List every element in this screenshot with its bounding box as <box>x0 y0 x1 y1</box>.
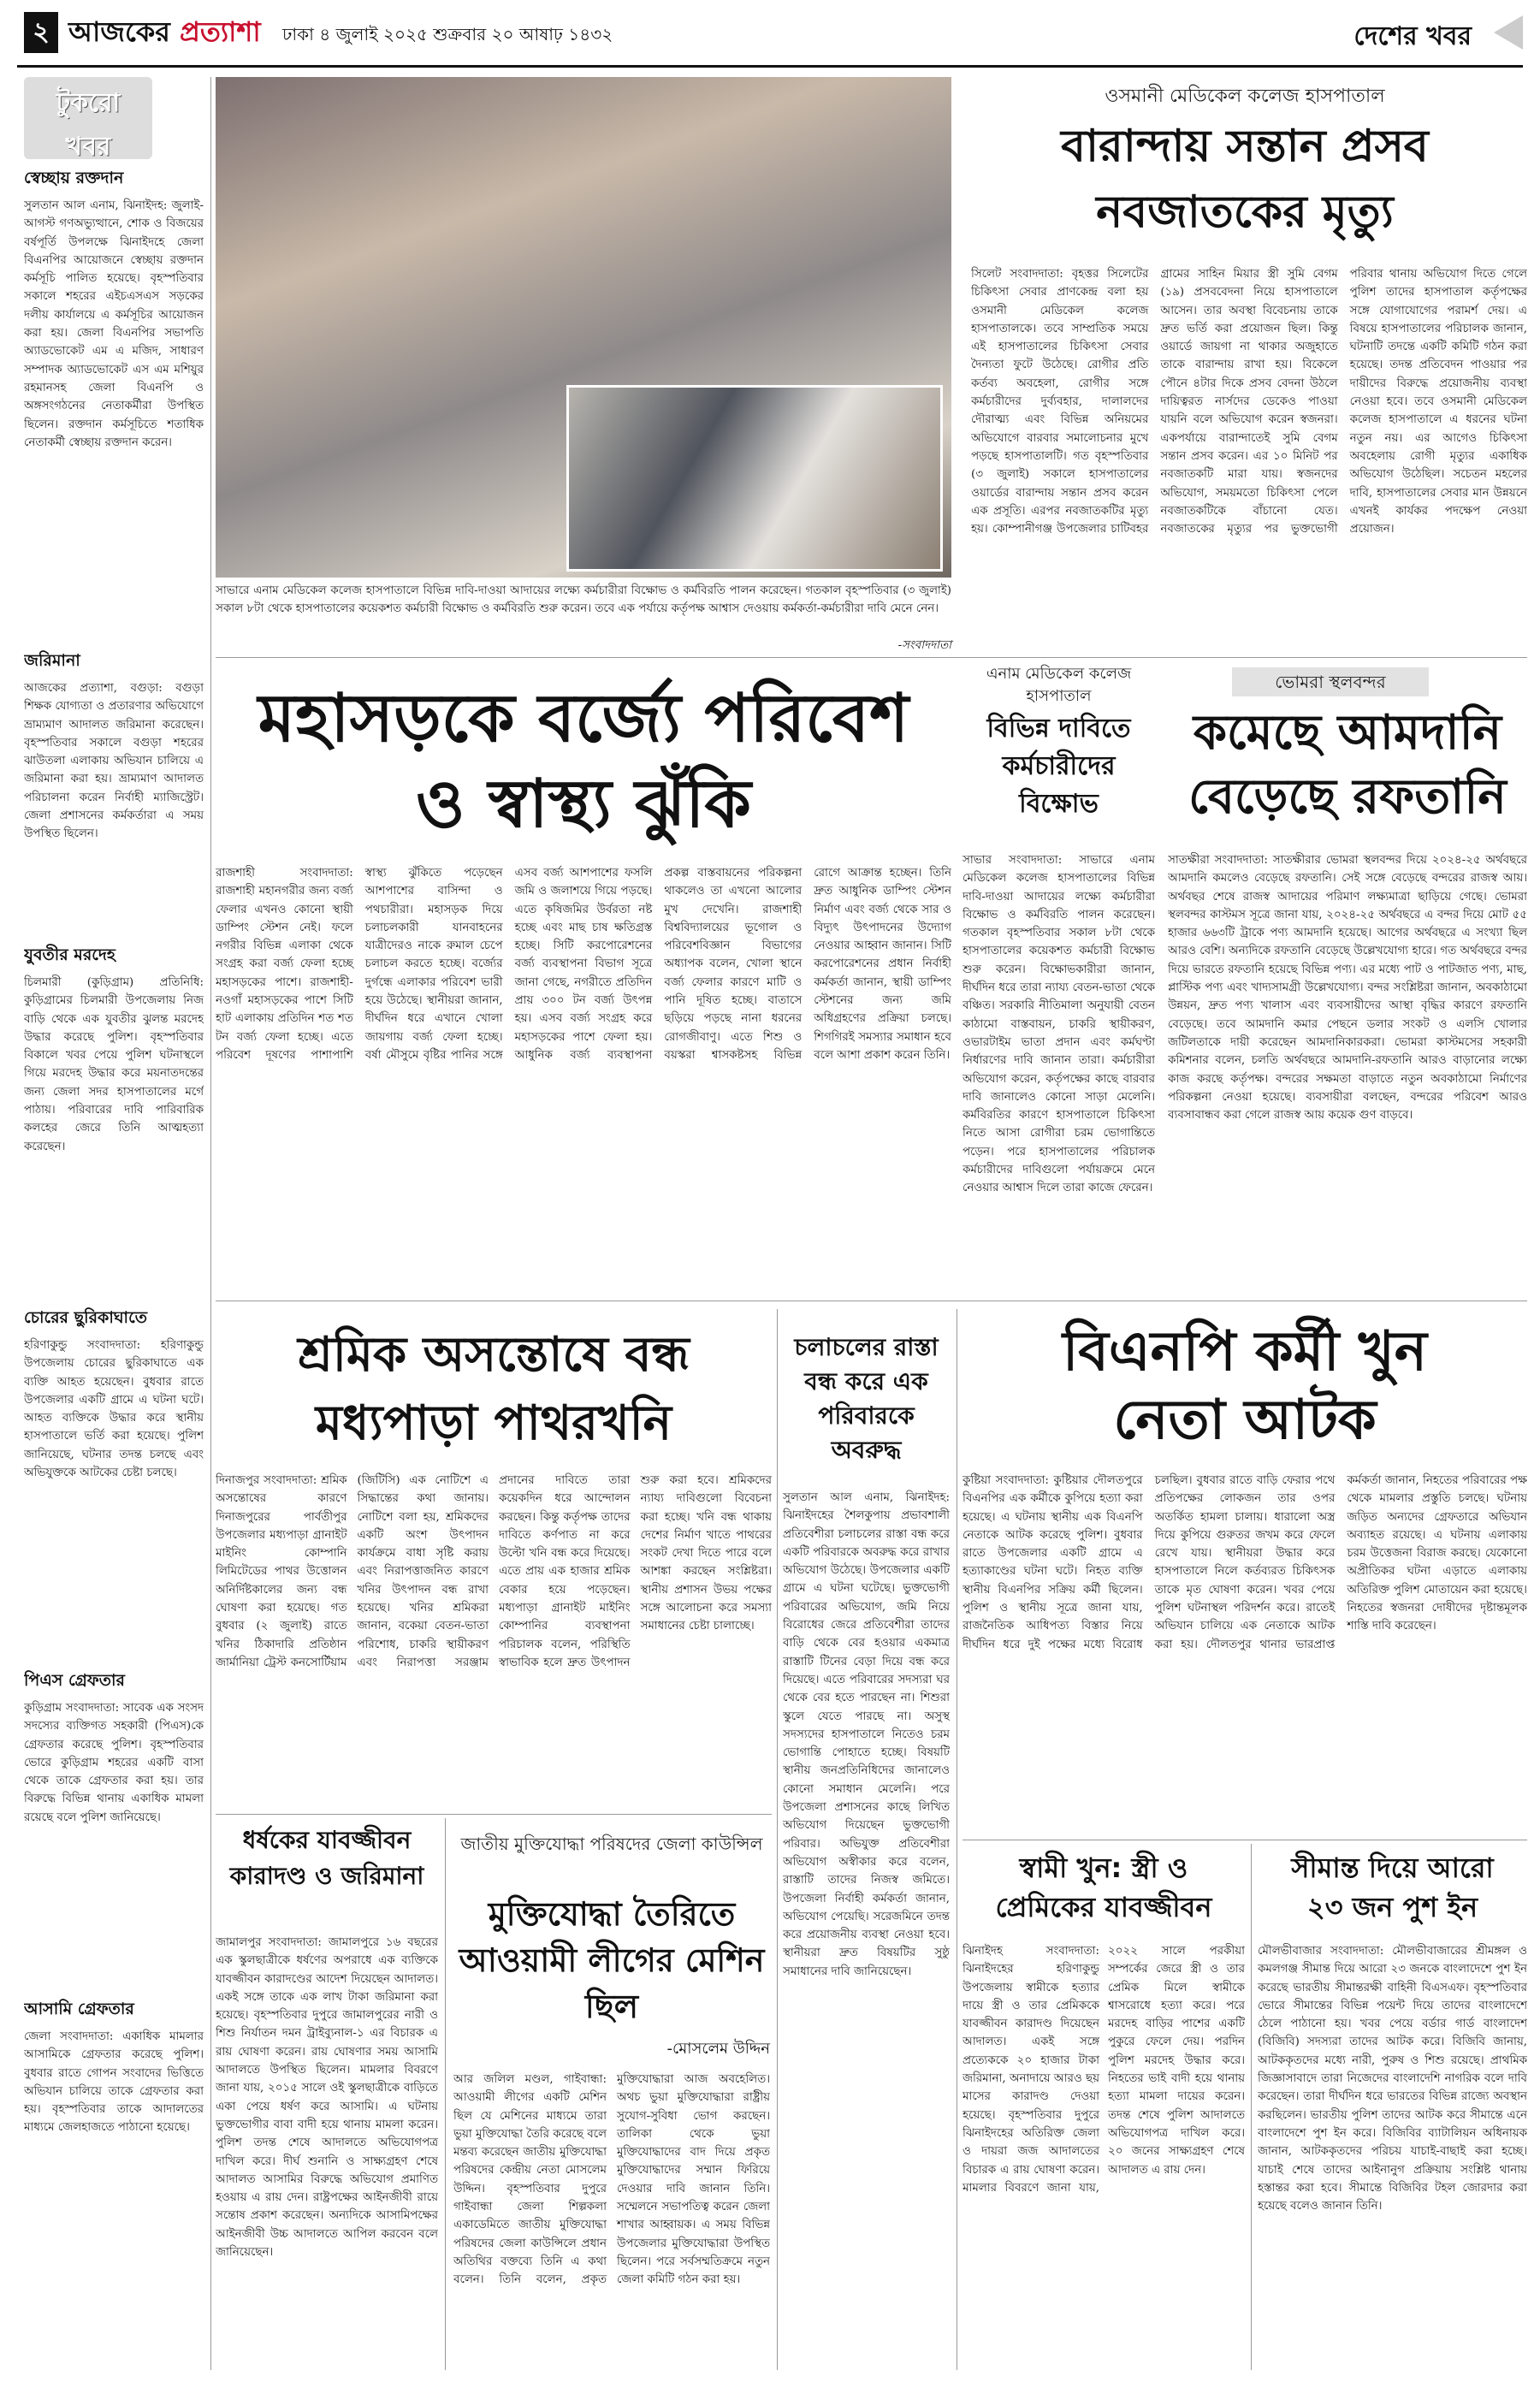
cholachol-title: চলাচলের রাস্তা বন্ধ করে এক পরিবারকে অবরুদ্ধ <box>794 1333 939 1464</box>
swami-body: ঝিনাইদহ সংবাদদাতা: ঝিনাইদহের হরিণাকুন্ডু উপজেলায় স্বামীকে হত্যার দায়ে স্ত্রী ও তার প্রেমিককে যাবজ্জীবন কারাদণ্ড দিয়েছেন আদালত। একই সঙ্গে প্রত্যেককে ২০ হাজার টাকা জরিমানা, অনাদায়ে আরও ছয় মাসের কারাদণ্ড দেওয়া হয়েছে। বৃহস্পতিবার দুপুরে ঝিনাইদহের অতিরিক্ত জেলা ও দায়রা জজ আদালতের বিচারক এ রায় ঘোষণা করেন। মামলার বিবরণে জানা যায়, ২০২২ সালে পরকীয়া সম্পর্কের জেরে স্ত্রী ও তার প্রেমিক মিলে স্বামীকে শ্বাসরোধে হত্যা করে। পরে মরদেহ বাড়ির পাশের একটি পুকুরে ফেলে দেয়। পরদিন পুলিশ মরদেহ উদ্ধার করে। নিহতের ভাই বাদী হয়ে থানায় হত্যা মামলা দায়ের করেন। তদন্ত শেষে পুলিশ আদালতে অভিযোগপত্র দাখিল করে। ২০ জনের সাক্ষ্যগ্রহণ শেষে আদালত এ রায় দেন। <box>962 1945 1245 2195</box>
mahasarak-body: রাজশাহী সংবাদদাতা: রাজশাহী মহানগরীর জন্য বর্জ্য ফেলার এখনও কোনো স্থায়ী ডাম্পিং স্টেশন নেই। ফলে নগরীর বিভিন্ন এলাকা থেকে সংগ্রহ করা বর্জ্য ফেলা হচ্ছে মহাসড়কের পাশে। রাজশাহী-নওগাঁ মহাসড়কের পাশে সিটি হাট এলাকায় প্রতিদিন শত শত টন বর্জ্য ফেলা হচ্ছে। এতে পরিবেশ দূষণের পাশাপাশি স্বাস্থ্য ঝুঁকিতে পড়েছেন আশপাশের বাসিন্দা ও পথচারীরা। মহাসড়ক দিয়ে চলাচলকারী যানবাহনের যাত্রীদেরও নাকে রুমাল চেপে চলাচল করতে হচ্ছে। বর্জ্যের দুর্গন্ধে এলাকার পরিবেশ ভারী হয়ে উঠেছে। স্থানীয়রা জানান, দীর্ঘদিন ধরে এখানে খোলা জায়গায় বর্জ্য ফেলা হচ্ছে। বর্ষা মৌসুমে বৃষ্টির পানির সঙ্গে এসব বর্জ্য আশপাশের ফসলি জমি ও জলাশয়ে গিয়ে পড়ছে। এতে কৃষিজমির উর্বরতা নষ্ট হচ্ছে এবং মাছ চাষ ক্ষতিগ্রস্ত হচ্ছে। সিটি করপোরেশনের বর্জ্য ব্যবস্থাপনা বিভাগ সূত্রে জানা গেছে, নগরীতে প্রতিদিন প্রায় ৩০০ টন বর্জ্য উৎপন্ন হয়। এসব বর্জ্য সংগ্রহ করে মহাসড়কের পাশে ফেলা হয়। আধুনিক বর্জ্য ব্যবস্থাপনা প্রকল্প বাস্তবায়নের পরিকল্পনা থাকলেও তা এখনো আলোর মুখ দেখেনি। রাজশাহী বিশ্ববিদ্যালয়ের ভূগোল ও পরিবেশবিজ্ঞান বিভাগের অধ্যাপক বলেন, খোলা স্থানে বর্জ্য ফেলার কারণে মাটি ও পানি দূষিত হচ্ছে। বাতাসে ছড়িয়ে পড়ছে নানা ধরনের রোগজীবাণু। এতে শিশু ও বয়স্করা শ্বাসকষ্টসহ বিভিন্ন রোগে আক্রান্ত হচ্ছেন। তিনি দ্রুত আধুনিক ডাম্পিং স্টেশন নির্মাণ এবং বর্জ্য থেকে সার ও বিদ্যুৎ উৎপাদনের উদ্যোগ নেওয়ার আহ্বান জানান। সিটি করপোরেশনের প্রধান নির্বাহী কর্মকর্তা জানান, স্থায়ী ডাম্পিং স্টেশনের জন্য জমি অধিগ্রহণের প্রক্রিয়া চলছে। শিগগিরই সমস্যার সমাধান হবে বলে আশা প্রকাশ করেন তিনি। <box>216 867 951 1062</box>
dharshak-body: জামালপুর সংবাদদাতা: জামালপুরে ১৬ বছরের এক স্কুলছাত্রীকে ধর্ষণের অপরাধে এক ব্যক্তিকে যাবজ্জীবন কারাদণ্ডের আদেশ দিয়েছেন আদালত। একই সঙ্গে তাকে এক লাখ টাকা জরিমানা করা হয়েছে। বৃহস্পতিবার দুপুরে জামালপুরের নারী ও শিশু নির্যাতন দমন ট্রাইব্যুনাল-১ এর বিচারক এ রায় ঘোষণা করেন। রায় ঘোষণার সময় আসামি আদালতে উপস্থিত ছিলেন। মামলার বিবরণে জানা যায়, ২০১৫ সালে ওই স্কুলছাত্রীকে বাড়িতে একা পেয়ে ধর্ষণ করে আসামি। এ ঘটনায় ভুক্তভোগীর বাবা বাদী হয়ে থানায় মামলা করেন। পুলিশ তদন্ত শেষে আদালতে অভিযোগপত্র দাখিল করে। দীর্ঘ শুনানি ও সাক্ষ্যগ্রহণ শেষে আদালত আসামির বিরুদ্ধে অভিযোগ প্রমাণিত হওয়ায় এ রায় দেন। রাষ্ট্রপক্ষের আইনজীবী রায়ে সন্তোষ প্রকাশ করেছেন। অন্যদিকে আসামিপক্ষের আইনজীবী উচ্চ আদালতে আপিল করবেন বলে জানিয়েছেন। <box>216 1936 438 2260</box>
newspaper-name-b: প্রত্যাশা <box>179 15 261 48</box>
column-divider <box>445 1818 446 2370</box>
brief-heading: আসামি গ্রেফতার <box>24 2000 134 2018</box>
mahasarak-title-2: ও স্বাস্থ্য ঝুঁকি <box>416 766 751 843</box>
brief-heading: চোরের ছুরিকাঘাতে <box>24 1308 147 1327</box>
brief-text: কুড়িগ্রাম সংবাদদাতা: সাবেক এক সংসদ সদস্যের ব্যক্তিগত সহকারী (পিএস)কে গ্রেফতার করেছে পুলিশ। বৃহস্পতিবার ভোরে কুড়িগ্রাম শহরের একটি বাসা থেকে তাকে গ্রেফতার করা হয়। তার বিরুদ্ধে বিভিন্ন থানায় একাধিক মামলা রয়েছে বলে পুলিশ জানিয়েছে। <box>24 1702 204 1824</box>
brief-heading: স্বেচ্ছায় রক্তদান <box>24 169 124 187</box>
issue-date: ঢাকা ৪ জুলাই ২০২৫ শুক্রবার ২০ আষাঢ় ১৪৩২ <box>282 24 613 44</box>
bnp-body: কুষ্টিয়া সংবাদদাতা: কুষ্টিয়ার দৌলতপুরে বিএনপির এক কর্মীকে কুপিয়ে হত্যা করা হয়েছে। এ ঘটনায় স্থানীয় এক বিএনপি নেতাকে আটক করেছে পুলিশ। বুধবার রাতে উপজেলার একটি গ্রামে এ হত্যাকাণ্ডের ঘটনা ঘটে। নিহত ব্যক্তি স্থানীয় বিএনপির সক্রিয় কর্মী ছিলেন। পুলিশ ও স্থানীয় সূত্রে জানা যায়, রাজনৈতিক আধিপত্য বিস্তার নিয়ে দীর্ঘদিন ধরে দুই পক্ষের মধ্যে বিরোধ চলছিল। বুধবার রাতে বাড়ি ফেরার পথে প্রতিপক্ষের লোকজন তার ওপর অতর্কিত হামলা চালায়। ধারালো অস্ত্র দিয়ে কুপিয়ে গুরুতর জখম করে ফেলে রেখে যায়। স্থানীয়রা উদ্ধার করে হাসপাতালে নিলে কর্তব্যরত চিকিৎসক তাকে মৃত ঘোষণা করেন। খবর পেয়ে পুলিশ ঘটনাস্থল পরিদর্শন করে। রাতেই অভিযান চালিয়ে এক নেতাকে আটক করা হয়। দৌলতপুর থানার ভারপ্রাপ্ত কর্মকর্তা জানান, নিহতের পরিবারের পক্ষ থেকে মামলার প্রস্তুতি চলছে। ঘটনায় জড়িত অন্যদের গ্রেফতারে অভিযান অব্যাহত রয়েছে। এ ঘটনায় এলাকায় চরম উত্তেজনা বিরাজ করছে। যেকোনো অপ্রীতিকর ঘটনা এড়াতে এলাকায় অতিরিক্ত পুলিশ মোতায়েন করা হয়েছে। নিহতের স্বজনরা দোষীদের দৃষ্টান্তমূলক শাস্তি দাবি করেছেন। <box>962 1474 1527 1651</box>
dharshak-title-2: কারাদণ্ড ও জরিমানা <box>229 1862 424 1890</box>
brief-text: জেলা সংবাদদাতা: একাধিক মামলার আসামিকে গ্রেফতার করেছে পুলিশ। বুধবার রাতে গোপন সংবাদের ভিত্তিতে অভিযান চালিয়ে তাকে গ্রেফতার করা হয়। বৃহস্পতিবার তাকে আদালতের মাধ্যমে জেলহাজতে পাঠানো হয়েছে। <box>24 2030 204 2135</box>
bhomra-title-2: বেড়েছে রফতানি <box>1188 769 1507 825</box>
photo-credit: -সংবাদদাতা <box>897 639 951 652</box>
brief-text: সুলতান আল এনাম, ঝিনাইদহ: জুলাই-আগস্ট গণঅভ্যুত্থানে, শোক ও বিজয়ের বর্ষপূর্তি উপলক্ষে ঝিনাইদহে জেলা বিএনপির আয়োজনে স্বেচ্ছায় রক্তদান কর্মসূচি পালিত হয়েছে। বৃহস্পতিবার সকালে শহরের এইচএসএস সড়কের দলীয় কার্যালয়ে এ কর্মসূচির আয়োজন করা হয়। জেলা বিএনপির সভাপতি অ্যাডভোকেট এম এ মজিদ, সাধারণ সম্পাদক অ্যাডভোকেট এস এম মশিয়ুর রহমানসহ জেলা বিএনপি ও অঙ্গসংগঠনের নেতাকর্মীরা উপস্থিত ছিলেন। রক্তদান কর্মসূচিতে শতাধিক নেতাকর্মী স্বেচ্ছায় রক্তদান করেন। <box>24 199 204 449</box>
column-divider <box>777 1309 778 2370</box>
inset-photo <box>566 385 943 572</box>
mukti-body: আর জলিল মণ্ডল, গাইবান্ধা: আওয়ামী লীগের একটি মেশিন ছিল যে মেশিনের মাধ্যমে তারা ভুয়া মুক্তিযোদ্ধা তৈরি করেছে বলে মন্তব্য করেছেন জাতীয় মুক্তিযোদ্ধা পরিষদের কেন্দ্রীয় নেতা মোসলেম উদ্দিন। বৃহস্পতিবার দুপুরে গাইবান্ধা জেলা শিল্পকলা একাডেমিতে জাতীয় মুক্তিযোদ্ধা পরিষদের জেলা কাউন্সিলে প্রধান অতিথির বক্তব্যে তিনি এ কথা বলেন। তিনি বলেন, প্রকৃত মুক্তিযোদ্ধারা আজ অবহেলিত। অথচ ভুয়া মুক্তিযোদ্ধারা রাষ্ট্রীয় সুযোগ-সুবিধা ভোগ করছেন। তালিকা থেকে ভুয়া মুক্তিযোদ্ধাদের বাদ দিয়ে প্রকৃত মুক্তিযোদ্ধাদের সম্মান ফিরিয়ে দেওয়ার দাবি জানান তিনি। সম্মেলনে সভাপতিত্ব করেন জেলা শাখার আহ্বায়ক। এ সময় বিভিন্ন উপজেলার মুক্তিযোদ্ধারা উপস্থিত ছিলেন। পরে সর্বসম্মতিক্রমে নতুন জেলা কমিটি গঠন করা হয়। <box>453 2073 770 2287</box>
push-title-1: সীমান্ত দিয়ে আরো <box>1291 1852 1494 1884</box>
mukti-title: মুক্তিযোদ্ধা তৈরিতে আওয়ামী লীগের মেশিন ছিল <box>459 1895 765 2025</box>
briefs-logo-a: টুকরো <box>56 88 121 118</box>
brief-heading: জরিমানা <box>24 651 80 670</box>
osmani-kicker: ওসমানী মেডিকেল কলেজ হাসপাতাল <box>1105 86 1385 107</box>
bhomra-title-1: কমেছে আমদানি <box>1193 705 1502 761</box>
newspaper-name <box>68 10 261 56</box>
bnp-title-2: নেতা আটক <box>1113 1389 1377 1452</box>
shramik-body: দিনাজপুর সংবাদদাতা: শ্রমিক অসন্তোষের কারণে দিনাজপুরের পার্বতীপুর উপজেলার মধ্যপাড়া গ্রানাইট মাইনিং কোম্পানি লিমিটেডের পাথর উত্তোলন অনির্দিষ্টকালের জন্য বন্ধ ঘোষণা করা হয়েছে। গত বুধবার (২ জুলাই) রাতে খনির ঠিকাদারি প্রতিষ্ঠান জার্মানিয়া ট্রেস্ট কনসোর্টিয়াম (জিটিসি) এক নোটিশে এ সিদ্ধান্তের কথা জানায়। নোটিশে বলা হয়, শ্রমিকদের একটি অংশ উৎপাদন কার্যক্রমে বাধা সৃষ্টি করায় এবং নিরাপত্তাজনিত কারণে খনির উৎপাদন বন্ধ রাখা হয়েছে। খনির শ্রমিকরা জানান, বকেয়া বেতন-ভাতা পরিশোধ, চাকরি স্থায়ীকরণ এবং নিরাপত্তা সরঞ্জাম প্রদানের দাবিতে তারা কয়েকদিন ধরে আন্দোলন করছেন। কিন্তু কর্তৃপক্ষ তাদের দাবিতে কর্ণপাত না করে উল্টো খনি বন্ধ করে দিয়েছে। এতে প্রায় এক হাজার শ্রমিক বেকার হয়ে পড়েছেন। মধ্যপাড়া গ্রানাইট মাইনিং কোম্পানির ব্যবস্থাপনা পরিচালক বলেন, পরিস্থিতি স্বাভাবিক হলে দ্রুত উৎপাদন শুরু করা হবে। শ্রমিকদের ন্যায্য দাবিগুলো বিবেচনা করা হচ্ছে। খনি বন্ধ থাকায় দেশের নির্মাণ খাতে পাথরের সংকট দেখা দিতে পারে বলে আশঙ্কা করছেন সংশ্লিষ্টরা। স্থানীয় প্রশাসন উভয় পক্ষের সঙ্গে আলোচনা করে সমস্যা সমাধানের চেষ্টা চালাচ্ছে। <box>216 1474 772 1669</box>
newspaper-name-a: আজকের <box>68 15 170 48</box>
enam-body: সাভার সংবাদদাতা: সাভারে এনাম মেডিকেল কলেজ হাসপাতালের বিভিন্ন দাবি-দাওয়া আদায়ের লক্ষ্যে কর্মচারীরা বিক্ষোভ ও কর্মবিরতি পালন করেছেন। গতকাল বৃহস্পতিবার সকাল ৮টা থেকে হাসপাতালের কয়েকশত কর্মচারী বিক্ষোভ শুরু করেন। বিক্ষোভকারীরা জানান, দীর্ঘদিন ধরে তারা ন্যায্য বেতন-ভাতা থেকে বঞ্চিত। সরকারি নীতিমালা অনুযায়ী বেতন কাঠামো বাস্তবায়ন, চাকরি স্থায়ীকরণ, ওভারটাইম ভাতা প্রদান এবং কর্মঘণ্টা নির্ধারণের দাবি জানান তারা। কর্মচারীরা অভিযোগ করেন, কর্তৃপক্ষের কাছে বারবার দাবি জানালেও কোনো সাড়া মেলেনি। কর্মবিরতির কারণে হাসপাতালে চিকিৎসা নিতে আসা রোগীরা চরম ভোগান্তিতে পড়েন। পরে হাসপাতালের পরিচালক কর্মচারীদের দাবিগুলো পর্যায়ক্রমে মেনে নেওয়ার আশ্বাস দিলে তারা কাজে ফেরেন। <box>962 854 1155 1195</box>
column-divider <box>210 77 211 2370</box>
mahasarak-title-1: মহাসড়কে বর্জ্যে পরিবেশ <box>258 680 909 757</box>
briefs-logo <box>24 77 152 162</box>
mukti-quote-author: -মোসলেম উদ্দিন <box>666 2040 770 2058</box>
page-arrow-icon <box>1494 15 1523 50</box>
brief-text: চিলমারী (কুড়িগ্রাম) প্রতিনিধি: কুড়িগ্রামের চিলমারী উপজেলায় নিজ বাড়ি থেকে এক যুবতীর ঝুলন্ত মরদেহ উদ্ধার করেছে পুলিশ। বৃহস্পতিবার বিকালে খবর পেয়ে পুলিশ ঘটনাস্থলে গিয়ে মরদেহ উদ্ধার করে ময়নাতদন্তের জন্য জেলা সদর হাসপাতালের মর্গে পাঠায়। পরিবারের দাবি পারিবারিক কলহের জেরে তিনি আত্মহত্যা করেছেন। <box>24 976 204 1153</box>
swami-title-1: স্বামী খুন: স্ত্রী ও <box>1019 1852 1188 1884</box>
bnp-title-1: বিএনপি কর্মী খুন <box>1063 1320 1427 1384</box>
enam-title: বিভিন্ন দাবিতে কর্মচারীদের বিক্ষোভ <box>986 714 1131 819</box>
swami-title-2: প্রেমিকের যাবজ্জীবন <box>995 1891 1212 1923</box>
briefs-column <box>24 77 204 2370</box>
mukti-kicker: জাতীয় মুক্তিযোদ্ধা পরিষদের জেলা কাউন্সিল <box>460 1834 763 1854</box>
shramik-title-1: শ্রমিক অসন্তোষে বন্ধ <box>298 1327 690 1383</box>
dharshak-title-1: ধর্ষকের যাবজ্জীবন <box>242 1826 412 1854</box>
bhomra-body: সাতক্ষীরা সংবাদদাতা: সাতক্ষীরার ভোমরা স্থলবন্দর দিয়ে ২০২৪-২৫ অর্থবছরে আমদানি কমলেও বেড়েছে রফতানি। সেই সঙ্গে বেড়েছে বন্দরের রাজস্ব আয়। অর্থবছর শেষে রাজস্ব আদায়ের পরিমাণ লক্ষ্যমাত্রা ছাড়িয়ে গেছে। ভোমরা স্থলবন্দর কাস্টমস সূত্রে জানা যায়, ২০২৪-২৫ অর্থবছরে এ বন্দর দিয়ে মোট ৫৫ হাজার ৬৬৩টি ট্রাকে পণ্য আমদানি হয়েছে। আগের অর্থবছরে এ সংখ্যা ছিল আরও বেশি। অন্যদিকে রফতানি বেড়েছে উল্লেখযোগ্য হারে। গত অর্থবছরে বন্দর দিয়ে ভারতে রফতানি হয়েছে বিভিন্ন পণ্য। এর মধ্যে পাট ও পাটজাত পণ্য, মাছ, প্লাস্টিক পণ্য এবং খাদ্যসামগ্রী উল্লেখযোগ্য। বন্দর সংশ্লিষ্টরা জানান, অবকাঠামো উন্নয়ন, দ্রুত পণ্য খালাস এবং ব্যবসায়ীদের আস্থা বৃদ্ধির কারণে রফতানি বেড়েছে। তবে আমদানি কমার পেছনে ডলার সংকট ও এলসি খোলার জটিলতাকে দায়ী করেছেন আমদানিকারকরা। ভোমরা কাস্টমসের সহকারী কমিশনার বলেন, চলতি অর্থবছরে আমদানি-রফতানি আরও বাড়ানোর লক্ষ্যে কাজ করছে কর্তৃপক্ষ। বন্দরের সক্ষমতা বাড়াতে নতুন অবকাঠামো নির্মাণের পরিকল্পনা নেওয়া হয়েছে। ব্যবসায়ীরা বলছেন, বন্দরের পরিবেশ আরও ব্যবসাবান্ধব করা গেলে রাজস্ব আয় কয়েক গুণ বাড়বে। <box>1168 854 1527 1123</box>
brief-text: আজকের প্রত্যাশা, বগুড়া: বগুড়া শিক্ষক যোগ্যতা ও প্রতারণার অভিযোগে ভ্রাম্যমাণ আদালত জরিমানা করেছেন। বৃহস্পতিবার সকালে বগুড়া শহরের ঝাউতলা এলাকায় অভিযান চালিয়ে এ জরিমানা করা হয়। ভ্রাম্যমাণ আদালত পরিচালনা করেন নির্বাহী ম্যাজিস্ট্রেট। জেলা প্রশাসনের কর্মকর্তারা এ সময় উপস্থিত ছিলেন। <box>24 682 204 841</box>
osmani-title-2: নবজাতকের মৃত্যু <box>1096 187 1394 238</box>
brief-text: হরিণাকুন্ডু সংবাদদাতা: হরিণাকুন্ডু উপজেলায় চোরের ছুরিকাঘাতে এক ব্যক্তি আহত হয়েছেন। বুধবার রাতে উপজেলার একটি গ্রামে এ ঘটনা ঘটে। আহত ব্যক্তিকে উদ্ধার করে স্থানীয় হাসপাতালে ভর্তি করা হয়েছে। পুলিশ জানিয়েছে, ঘটনার তদন্ত চলছে এবং অভিযুক্তকে আটকের চেষ্টা চলছে। <box>24 1339 204 1480</box>
row-divider <box>216 1814 772 1815</box>
header-rule <box>17 65 1523 68</box>
bhomra-kicker: ভোমরা স্থলবন্দর <box>1275 672 1386 692</box>
page-header <box>0 0 1540 72</box>
push-body: মৌলভীবাজার সংবাদদাতা: মৌলভীবাজারের শ্রীমঙ্গল ও কমলগঞ্জ সীমান্ত দিয়ে আরো ২৩ জনকে বাংলাদেশে পুশ ইন করেছে ভারতীয় সীমান্তরক্ষী বাহিনী বিএসএফ। বৃহস্পতিবার ভোরে সীমান্তের বিভিন্ন পয়েন্ট দিয়ে তাদের বাংলাদেশে ঠেলে পাঠানো হয়। খবর পেয়ে বর্ডার গার্ড বাংলাদেশ (বিজিবি) সদস্যরা তাদের আটক করে। বিজিবি জানায়, আটককৃতদের মধ্যে নারী, পুরুষ ও শিশু রয়েছে। প্রাথমিক জিজ্ঞাসাবাদে তারা নিজেদের বাংলাদেশি নাগরিক বলে দাবি করেছেন। তারা দীর্ঘদিন ধরে ভারতের বিভিন্ন রাজ্যে অবস্থান করছিলেন। ভারতীয় পুলিশ তাদের আটক করে সীমান্তে এনে বাংলাদেশে পুশ ইন করে। বিজিবির ব্যাটালিয়ন অধিনায়ক জানান, আটককৃতদের পরিচয় যাচাই-বাছাই করা হচ্ছে। যাচাই শেষে তাদের আইনানুগ প্রক্রিয়ায় সংশ্লিষ্ট থানায় হস্তান্তর করা হবে। সীমান্তে বিজিবির টহল জোরদার করা হয়েছে বলেও জানান তিনি। <box>1258 1945 1527 2213</box>
brief-heading: যুবতীর মরদেহ <box>24 945 116 964</box>
brief-heading: পিএস গ্রেফতার <box>24 1671 125 1690</box>
cholachol-body: সুলতান আল এনাম, ঝিনাইদহ: ঝিনাইদহের শৈলকুপায় প্রভাবশালী প্রতিবেশীরা চলাচলের রাস্তা বন্ধ করে একটি পরিবারকে অবরুদ্ধ করে রাখার অভিযোগ উঠেছে। উপজেলার একটি গ্রামে এ ঘটনা ঘটেছে। ভুক্তভোগী পরিবারের অভিযোগ, জমি নিয়ে বিরোধের জেরে প্রতিবেশীরা তাদের বাড়ি থেকে বের হওয়ার একমাত্র রাস্তাটি টিনের বেড়া দিয়ে বন্ধ করে দিয়েছে। এতে পরিবারের সদস্যরা ঘর থেকে বের হতে পারছেন না। শিশুরা স্কুলে যেতে পারছে না। অসুস্থ সদস্যদের হাসপাতালে নিতেও চরম ভোগান্তি পোহাতে হচ্ছে। বিষয়টি স্থানীয় জনপ্রতিনিধিদের জানালেও কোনো সমাধান মেলেনি। পরে উপজেলা প্রশাসনের কাছে লিখিত অভিযোগ দিয়েছেন ভুক্তভোগী পরিবার। অভিযুক্ত প্রতিবেশীরা অভিযোগ অস্বীকার করে বলেন, রাস্তাটি তাদের নিজস্ব জমিতে। উপজেলা নির্বাহী কর্মকর্তা জানান, অভিযোগ পেয়েছি। সরেজমিনে তদন্ত করে প্রয়োজনীয় ব্যবস্থা নেওয়া হবে। স্থানীয়রা দ্রুত বিষয়টির সুষ্ঠু সমাধানের দাবি জানিয়েছেন। <box>783 1491 950 1978</box>
enam-kicker: এনাম মেডিকেল কলেজ হাসপাতাল <box>986 665 1132 705</box>
row-divider <box>216 657 1527 658</box>
osmani-title-1: বারান্দায় সন্তান প্রসব <box>1061 121 1429 172</box>
photo-caption: সাভারে এনাম মেডিকেল কলেজ হাসপাতালে বিভিন্ন দাবি-দাওয়া আদায়ের লক্ষ্যে কর্মচারীরা বিক্ষোভ ও কর্মবিরতি পালন করেছেন। গতকাল বৃহস্পতিবার (৩ জুলাই) সকাল ৮টা থেকে হাসপাতালের কয়েকশত কর্মচারী বিক্ষোভ ও কর্মবিরতি শুরু করেন। তবে এক পর্যায়ে কর্তৃপক্ষ আশ্বাস দেওয়ায় কর্মকর্তা-কর্মচারীরা দাবি মেনে নেন। <box>216 584 951 615</box>
section-title: দেশের খবর <box>1353 21 1472 51</box>
push-title-2: ২৩ জন পুশ ইন <box>1306 1891 1478 1923</box>
column-divider <box>1251 1844 1252 2370</box>
briefs-logo-b: খবর <box>65 132 111 162</box>
shramik-title-2: মধ্যপাড়া পাথরখনি <box>315 1395 672 1451</box>
protest-photo <box>216 77 951 578</box>
osmani-body: সিলেট সংবাদদাতা: বৃহত্তর সিলেটের চিকিৎসা সেবার প্রাণকেন্দ্র বলা হয় ওসমানী মেডিকেল কলেজ হাসপাতালকে। তবে সাম্প্রতিক সময়ে এই হাসপাতালের চিকিৎসা সেবার দৈন্যতা ফুটে উঠেছে। রোগীর প্রতি কর্তব্য অবহেলা, রোগীর সঙ্গে কর্মচারীদের দুর্ব্যবহার, দালালদের দৌরাত্ম্য এবং বিভিন্ন অনিয়মের অভিযোগে বারবার সমালোচনার মুখে পড়ছে হাসপাতালটি। গত বৃহস্পতিবার (৩ জুলাই) সকালে হাসপাতালের ওয়ার্ডের বারান্দায় সন্তান প্রসব করেন এক প্রসূতি। এরপর নবজাতকটির মৃত্যু হয়। কোম্পানীগঞ্জ উপজেলার চাটিবহর গ্রামের সাহিন মিয়ার স্ত্রী সুমি বেগম (১৯) প্রসববেদনা নিয়ে হাসপাতালে আসেন। তার অবস্থা বিবেচনায় তাকে দ্রুত ভর্তি করা প্রয়োজন ছিল। কিন্তু ওয়ার্ডে জায়গা না থাকার অজুহাতে তাকে বারান্দায় রাখা হয়। বিকেলে পৌনে ৪টার দিকে প্রসব বেদনা উঠলে দায়িত্বরত নার্সদের ডেকেও পাওয়া যায়নি বলে অভিযোগ করেন স্বজনরা। একপর্যায়ে বারান্দাতেই সুমি বেগম সন্তান প্রসব করেন। এর ১০ মিনিট পর নবজাতকটি মারা যায়। স্বজনদের অভিযোগ, সময়মতো চিকিৎসা পেলে নবজাতকটিকে বাঁচানো যেত। নবজাতকের মৃত্যুর পর ভুক্তভোগী পরিবার থানায় অভিযোগ দিতে গেলে পুলিশ তাদের হাসপাতাল কর্তৃপক্ষের সঙ্গে যোগাযোগের পরামর্শ দেয়। এ বিষয়ে হাসপাতালের পরিচালক জানান, ঘটনাটি তদন্তে একটি কমিটি গঠন করা হয়েছে। তদন্ত প্রতিবেদন পাওয়ার পর দায়ীদের বিরুদ্ধে প্রয়োজনীয় ব্যবস্থা নেওয়া হবে। তবে ওসমানী মেডিকেল কলেজ হাসপাতালে এ ধরনের ঘটনা নতুন নয়। এর আগেও চিকিৎসা অবহেলায় রোগী মৃত্যুর একাধিক অভিযোগ উঠেছিল। সচেতন মহলের দাবি, হাসপাতালের সেবার মান উন্নয়নে এখনই কার্যকর পদক্ষেপ নেওয়া প্রয়োজন। <box>971 268 1527 536</box>
page-number: ২ <box>24 12 58 53</box>
